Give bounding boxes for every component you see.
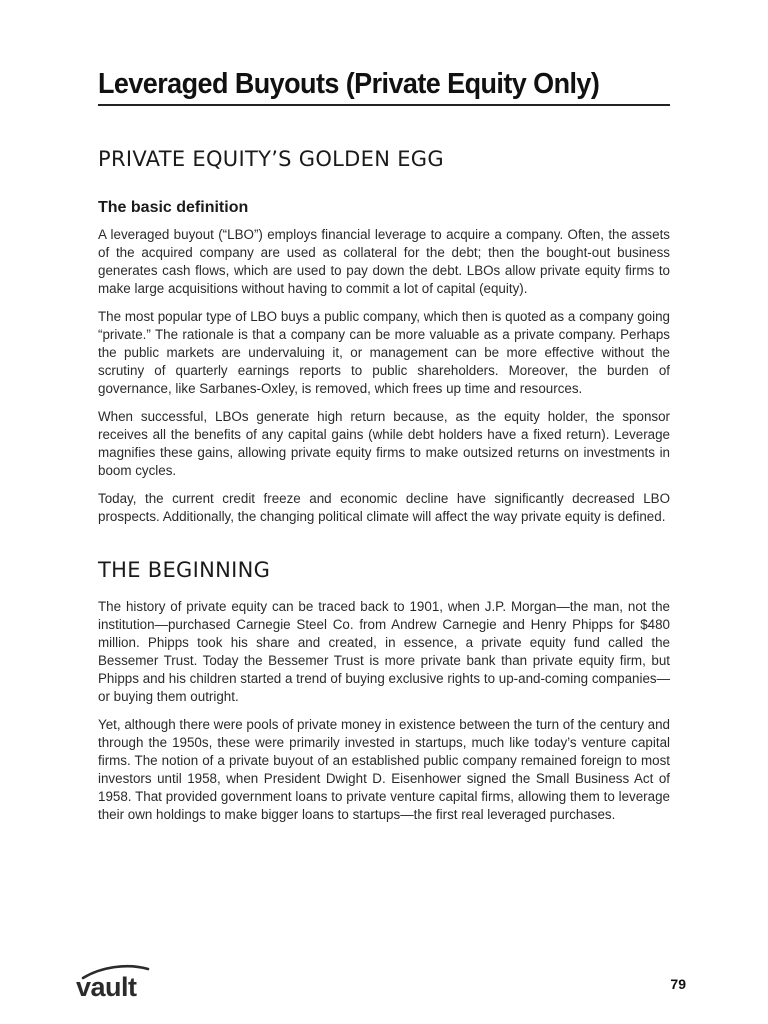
logo-wordmark: vault [76,972,137,1000]
chapter-title: Leveraged Buyouts (Private Equity Only) [98,68,600,100]
section-golden-egg [98,146,670,526]
section-heading: THE BEGINNING [98,558,271,582]
paragraph: Yet, although there were pools of private money in existence between the turn of the century and through the 1950s, these were primarily invested in startups, much like today’s venture capital firms. The notion of a private buyout of an established public company remained foreign to most investors until 1958, when President Dwight D. Eisenhower signed the Small Business Act of 1958. That provided government loans to private venture capital firms, allowing them to leverage their own holdings to make bigger loans to startups—the first real leveraged purchases. [98,717,670,822]
paragraph: The history of private equity can be traced back to 1901, when J.P. Morgan—the man, not the institution—purchased Carnegie Steel Co. from Andrew Carnegie and Henry Phipps for $480 million. Phipps took his share and created, in essence, a private equity fund called the Bessemer Trust. Today the Bessemer Trust is more private bank than private equity firm, but Phipps and his children started a trend of buying exclusive rights to up-and-coming companies—or buying them outright. [98,599,670,704]
page-content [98,66,670,824]
subheading-basic-definition: The basic definition [98,199,249,216]
paragraph: The most popular type of LBO buys a public company, which then is quoted as a company going “private.” The rationale is that a company can be more valuable as a private company. Perhaps the public markets are undervaluing it, or management can be more effective without the scrutiny of quarterly earnings reports to public shareholders. Moreover, the burden of governance, like Sarbanes-Oxley, is removed, which frees up time and resources. [98,309,670,396]
section-heading: PRIVATE EQUITY’S GOLDEN EGG [98,147,444,171]
paragraph: A leveraged buyout (“LBO”) employs financial leverage to acquire a company. Often, the assets of the acquired company are used as collateral for the debt; then the bought-out business generates cash flows, which are used to pay down the debt. LBOs allow private equity firms to make large acquisitions without having to commit a lot of capital (equity). [98,227,670,296]
page-number: 79 [670,976,686,992]
paragraph: Today, the current credit freeze and economic decline have significantly decreased LBO prospects. Additionally, the changing political climate will affect the way private equity is defined. [98,491,670,524]
paragraph: When successful, LBOs generate high return because, as the equity holder, the sponsor receives all the benefits of any capital gains (while debt holders have a fixed return). Leverage magnifies these gains, allowing private equity firms to make outsized returns on investments in boom cycles. [98,409,670,478]
title-underline [98,104,670,106]
vault-logo [75,964,165,1000]
section-the-beginning [98,557,670,824]
